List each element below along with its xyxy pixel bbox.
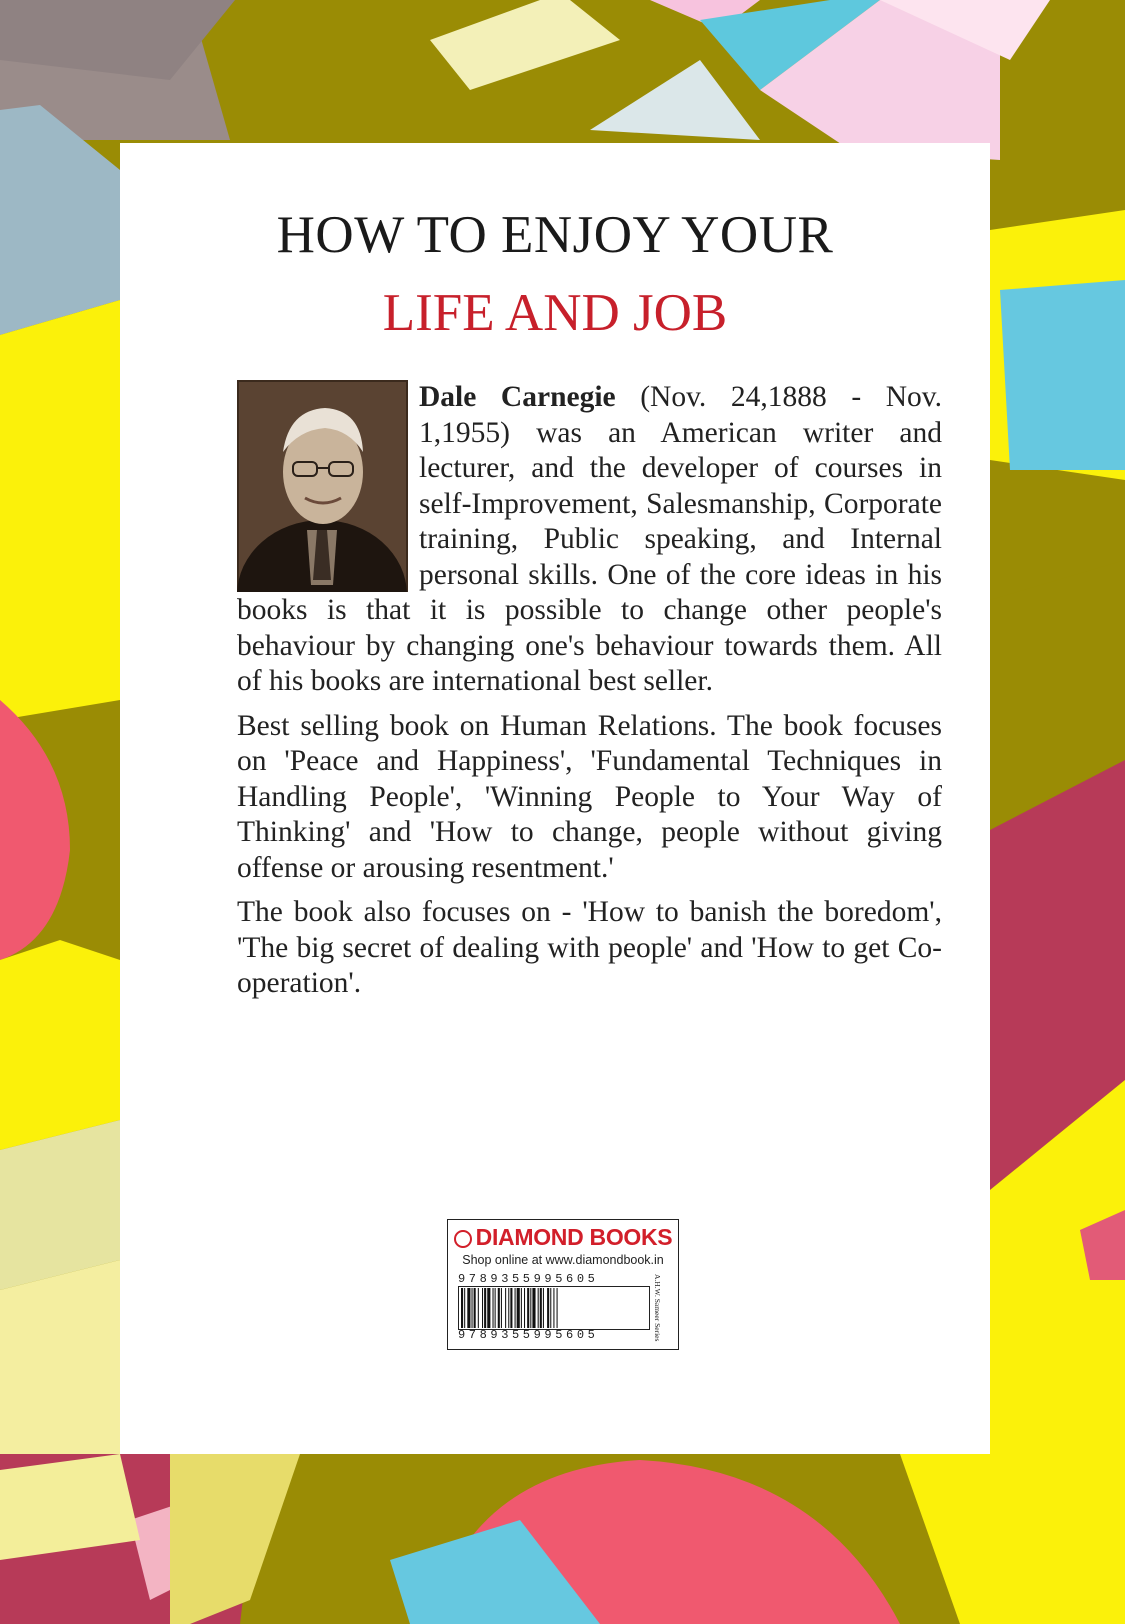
isbn-top: 9789355995605 — [458, 1272, 599, 1286]
author-name: Dale Carnegie — [419, 381, 616, 413]
series-text: A.H.W. Sameer Series — [653, 1274, 662, 1342]
isbn-bottom: 9789355995605 — [458, 1328, 599, 1342]
diamond-icon — [454, 1230, 472, 1248]
back-cover-panel — [120, 143, 990, 1454]
title-line-1: HOW TO ENJOY YOUR — [276, 206, 834, 264]
author-portrait — [237, 380, 408, 592]
publisher-name: DIAMOND BOOKS — [475, 1224, 673, 1250]
book-focus: The book also focuses on - 'How to banish the boredom', 'The big secret of dealing with people' and 'How to get Co-operation'. — [237, 896, 942, 999]
title-line-2: LIFE AND JOB — [382, 284, 728, 342]
description — [237, 380, 942, 1011]
book-summary: Best selling book on Human Relations. The book focuses on 'Peace and Happiness', 'Fundamental Techniques in Handling People', 'Winning People to Your Way of Thinking' and 'How to change, people without giving offense or arousing resentment.' — [237, 709, 942, 884]
shop-online-text: Shop online at www.diamondbook.in — [462, 1253, 664, 1267]
author-bio-text: (Nov. 24,1888 - Nov. 1,1955) was an American writer and lecturer, and the developer of courses in self-Improvement, Salesmanship, Corporate training, Public speaking, and Internal personal skills. One of the core ideas in his books is that it is possible to change other people's behaviour by changing one's behaviour towards them. All of his books are international best seller. — [237, 381, 942, 697]
barcode — [458, 1286, 650, 1330]
publisher-barcode-box — [447, 1219, 679, 1350]
publisher-logo — [448, 1224, 678, 1251]
series-label — [649, 1272, 673, 1342]
